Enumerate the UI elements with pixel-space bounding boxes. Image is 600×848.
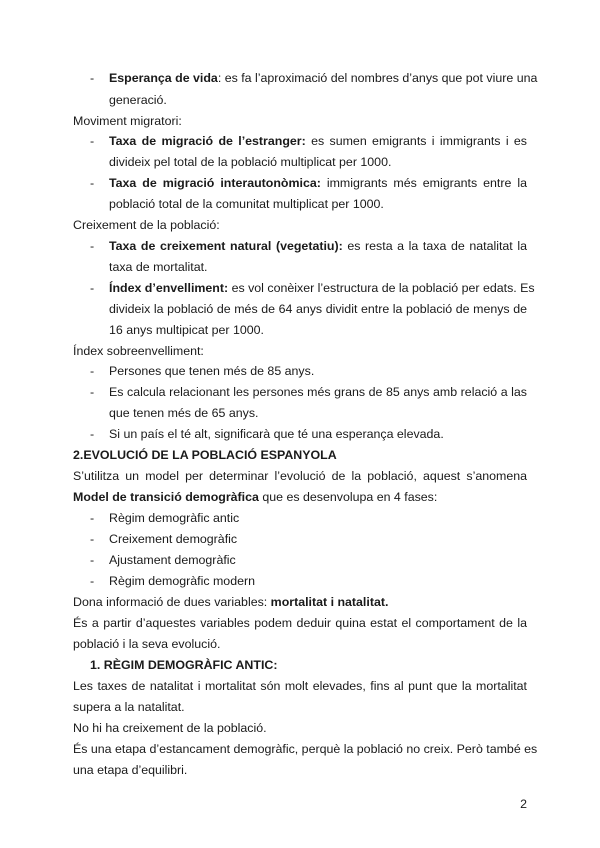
sobreenvelliment-heading: Índex sobreenvelliment: <box>73 344 204 358</box>
fase-2: Creixement demogràfic <box>109 532 238 546</box>
deduir-line2: població i la seva evolució. <box>73 637 221 651</box>
taxa-estranger-line <box>109 131 527 152</box>
taxa-interauto-term: Taxa de migració interautonòmica: <box>109 176 321 190</box>
bullet-dash: - <box>90 427 95 441</box>
variables-line <box>73 592 527 613</box>
sobre-item-1: Persones que tenen més de 85 anys. <box>109 364 315 378</box>
antic-p3a: És una etapa d’estancament demogràfic, perquè la població no creix. Però també es <box>73 742 538 756</box>
taxa-estranger-rest: es sumen emigrants i immigrants i es <box>305 134 527 148</box>
page-number: 2 <box>520 797 527 811</box>
bullet-dash: - <box>90 134 95 148</box>
taxa-creixement-term: Taxa de creixement natural (vegetatiu): <box>109 239 343 253</box>
bullet-dash: - <box>90 574 95 588</box>
variables-lead: Dona informació de dues variables: <box>73 595 271 609</box>
fase-1: Règim demogràfic antic <box>109 511 240 525</box>
taxa-interauto-rest: immigrants més emigrants entre la <box>320 176 528 190</box>
esperanca-rest: : es fa l’aproximació del nombres d’anys que pot viure una <box>217 71 538 85</box>
creixement-heading: Creixement de la població: <box>73 218 220 232</box>
sub1-heading: 1. RÈGIM DEMOGRÀFIC ANTIC: <box>90 658 278 672</box>
antic-p1a: Les taxes de natalitat i mortalitat són molt elevades, fins al punt que la mortalitat <box>73 679 527 693</box>
antic-p3b: una etapa d’equilibri. <box>73 763 188 777</box>
section2-heading: 2.EVOLUCIÓ DE LA POBLACIÓ ESPANYOLA <box>73 448 337 462</box>
bullet-dash: - <box>90 281 95 295</box>
taxa-interauto-cont: població total de la comunitat multiplicat per 1000. <box>109 197 384 211</box>
taxa-estranger-term: Taxa de migració de l’estranger: <box>109 134 306 148</box>
taxa-interauto-line <box>109 173 527 194</box>
sobre-item-3: Si un país el té alt, significarà que té una esperança elevada. <box>109 427 444 441</box>
bullet-dash: - <box>90 71 95 85</box>
bullet-dash: - <box>90 532 95 546</box>
esperanca-cont: generació. <box>109 93 167 107</box>
bullet-dash: - <box>90 364 95 378</box>
taxa-creixement-cont: taxa de mortalitat. <box>109 260 208 274</box>
model-line2 <box>73 487 527 508</box>
bullet-dash: - <box>90 553 95 567</box>
taxa-creixement-rest: es resta a la taxa de natalitat la <box>342 239 527 253</box>
bullet-dash: - <box>90 511 95 525</box>
sobre-item-2a: Es calcula relacionant les persones més grans de 85 anys amb relació a las <box>109 385 527 399</box>
model-term: Model de transició demogràfica <box>73 490 259 504</box>
fase-4: Règim demogràfic modern <box>109 574 255 588</box>
antic-p2: No hi ha creixement de la població. <box>73 721 267 735</box>
model-line1: S’utilitza un model per determinar l’evolució de la població, aquest s’anomena <box>73 469 527 483</box>
sobre-item-2b: que tenen més de 65 anys. <box>109 406 259 420</box>
taxa-estranger-cont: divideix pel total de la població multiplicat per 1000. <box>109 155 392 169</box>
index-envelliment-cont2: 16 anys multipicat per 1000. <box>109 323 264 337</box>
taxa-creixement-line <box>109 236 527 257</box>
antic-p1b: supera a la natalitat. <box>73 700 185 714</box>
model-rest: que es desenvolupa en 4 fases: <box>258 490 438 504</box>
index-envelliment-term: Índex d’envelliment: <box>109 281 229 295</box>
esperanca-term: Esperança de vida <box>109 71 218 85</box>
bullet-dash: - <box>90 385 95 399</box>
moviment-heading: Moviment migratori: <box>73 114 182 128</box>
bullet-dash: - <box>90 176 95 190</box>
index-envelliment-rest: es vol conèixer l’estructura de la població per edats. Es <box>228 281 535 295</box>
index-envelliment-cont1: divideix la població de més de 64 anys dividit entre la població de menys de <box>109 302 527 316</box>
variables-bold: mortalitat i natalitat. <box>270 595 389 609</box>
fase-3: Ajustament demogràfic <box>109 553 236 567</box>
index-envelliment-line <box>109 278 535 299</box>
esperanca-line <box>109 68 538 89</box>
bullet-dash: - <box>90 239 95 253</box>
deduir-line1: És a partir d’aquestes variables podem deduir quina estat el comportament de la <box>73 616 527 630</box>
